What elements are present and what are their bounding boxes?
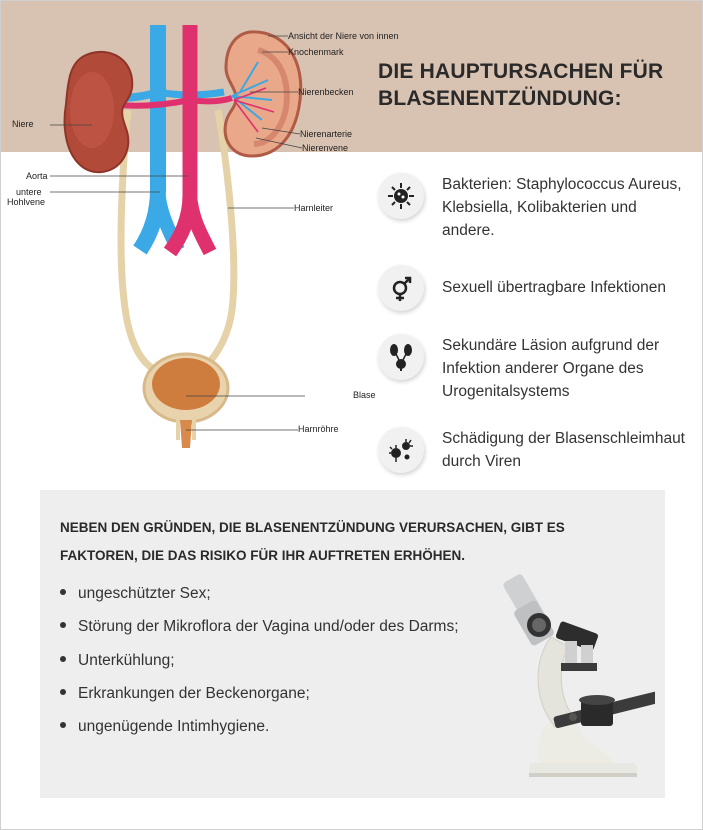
page-title: DIE HAUPTURSACHEN FÜR BLASENENTZÜNDUNG: xyxy=(378,60,664,110)
cause-text: Schädigung der Blasenschleimhaut durch Viren xyxy=(442,430,685,470)
label-aorta: Aorta xyxy=(26,171,48,181)
risk-panel-title: NEBEN DEN GRÜNDEN, DIE BLASENENTZÜNDUNG VERURSACHEN, GIBT ES FAKTOREN, DIE DAS RISIKO FÜR IHR AUFTRETEN ERHÖHEN. xyxy=(60,520,565,563)
label-renal-pelvis: Nierenbecken xyxy=(298,87,354,97)
label-renal-artery: Nierenarterie xyxy=(300,129,353,139)
label-renal-vein: Nierenvene xyxy=(302,143,349,153)
risk-item-text: Erkrankungen der Beckenorgane; xyxy=(78,685,310,702)
label-kidney: Niere xyxy=(12,119,34,129)
label-bladder: Blase xyxy=(353,390,376,400)
risk-item-text: Störung der Mikroflora der Vagina und/oder des Darms; xyxy=(78,618,459,635)
label-vena-cava-line2: Hohlvene xyxy=(7,197,46,207)
label-urethra: Harnröhre xyxy=(298,424,339,434)
cause-text: Bakterien: Staphylococcus Aureus, Klebsiella, Kolibakterien und andere. xyxy=(442,176,682,239)
label-bone-marrow: Knochenmark xyxy=(288,47,344,57)
label-ureter: Harnleiter xyxy=(294,203,334,213)
risk-item-text: Unterkühlung; xyxy=(78,652,175,669)
cause-text: Sexuell übertragbare Infektionen xyxy=(442,279,667,296)
risk-item-text: ungenügende Intimhygiene. xyxy=(78,718,270,735)
label-inside-view: Ansicht der Niere von innen xyxy=(288,31,399,41)
label-vena-cava-line1: untere xyxy=(16,187,42,197)
cause-text: Sekundäre Läsion aufgrund der Infektion anderer Organe des Urogenitalsystems xyxy=(442,337,660,400)
risk-item-text: ungeschützter Sex; xyxy=(78,585,211,602)
